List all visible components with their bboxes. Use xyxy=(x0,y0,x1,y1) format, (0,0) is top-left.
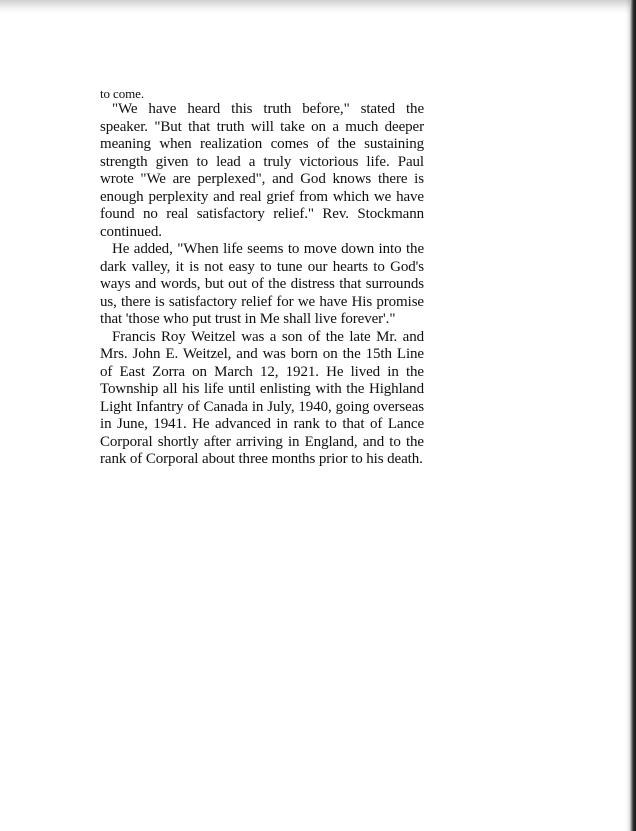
paragraph-biography: Francis Roy Weitzel was a son of the late Mr. and Mrs. John E. Weitzel, and was born on the 15th Line of East Zorra on March 12, 1921. He lived in the Township all his life until enlisting with the Highland Light Infantry of Canada in July, 1940, going overseas in June, 1941. He advanced in rank to that of Lance Corporal shortly after arriving in England, and to the rank of Corporal about three months prior to his death. xyxy=(100,328,424,467)
scan-right-edge xyxy=(630,0,636,831)
paragraph-speaker-quote: "We have heard this truth before," stated the speaker. "But that truth will take on a much deeper meaning when realization comes of the sustaining strength given to lead a truly victorious life. Paul wrote "We are perplexed", and God knows there is enough perplexity and real grief from which we have found no real satisfactory relief." Rev. Stockmann continued. xyxy=(100,101,424,240)
newspaper-clipping xyxy=(100,86,424,469)
paragraph-added-quote: He added, "When life seems to move down into the dark valley, it is not easy to tune our hearts to God's ways and words, but out of the distress that surrounds us, there is satisfactory relief for we have His promise that 'those who put trust in Me shall live forever'." xyxy=(100,241,424,327)
paragraph-continuation: to come. xyxy=(100,86,144,101)
scan-top-edge xyxy=(0,0,636,14)
